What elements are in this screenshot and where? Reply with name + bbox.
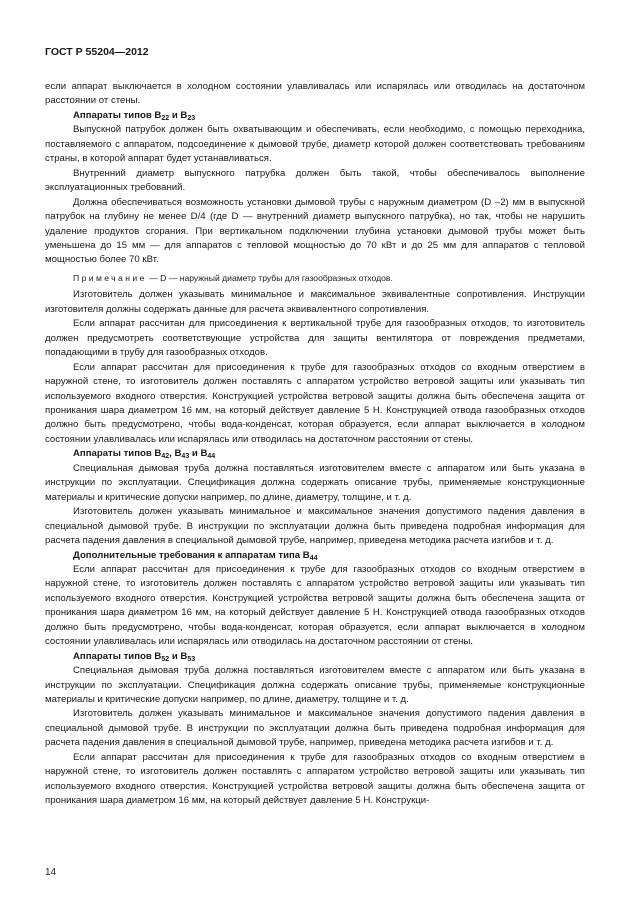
paragraph: Если аппарат рассчитан для присоединения к трубе для газообразных отходов со входным отверстием в наружной стене, то изготовитель должен поставлять с аппаратом устройство ветровой защиты или указывать тип используемого входного отверстия. Конструкцией устройства ветровой защиты должна быть обеспечена защита от проникания шара диаметром 16 мм, на который действует давление 5 Н. Конструкци- <box>45 751 585 807</box>
paragraph: Изготовитель должен указывать минимальное и максимальное значения допустимого падения давления в специальной дымовой трубе. В инструкции по эксплуатации должна быть приведена подробная информация для расчета падения давления в специальной дымовой трубе, например, приведена методика расчета изгибов и т. д. <box>45 708 585 749</box>
section-heading: Дополнительные требования к аппаратам типа $В_{44}$ <box>73 549 318 562</box>
paragraph: Если аппарат рассчитан для присоединения к трубе для газообразных отходов со входным отверстием в наружной стене, то изготовитель должен поставлять с аппаратом устройство ветровой защиты или указывать тип используемого входного отверстия. Конструкцией устройства ветровой защиты должна быть обеспечена защита от проникания шара диаметром 16 мм, на который действует давление 5 Н. Конструкцией отвода газообразных отходов должно быть предусмотрено, чтобы вода-конденсат, которая образуется, если аппарат выключается в холодном состоянии улавливалась или испарялась или отводилась на достаточном расстоянии от стены. <box>45 563 585 648</box>
section-heading: Аппараты типов $В_{42}$, $В_{43}$ и $В_{44}$ <box>73 448 216 461</box>
note-label: Примечание <box>73 272 147 283</box>
paragraph: Должна обеспечиваться возможность установки дымовой трубы с наружным диаметром (D –2) мм в выпускной патрубок на глубину не менее D/4 (где D — внутренний диаметр выпускного патрубка), но так, чтобы не нарушить удаление продуктов сгорания. При вертикальном подключении глубина установки дымовой трубы может быть уменьшена до 15 мм — для аппаратов с тепловой мощностью до 70 кВт и до 25 мм для аппаратов с тепловой мощностью более 70 кВт. <box>45 196 585 266</box>
page-number: 14 <box>45 867 57 878</box>
paragraph: Внутренний диаметр выпускного патрубка должен быть такой, чтобы обеспечивалось выполнение эксплуатационных требований. <box>45 167 585 194</box>
section-heading: Аппараты типов $В_{22}$ и $В_{23}$ <box>73 109 196 122</box>
paragraph: Выпускной патрубок должен быть охватывающим и обеспечивать, если необходимо, с помощью переходника, поставляемого с аппаратом, подсоединение к дымовой трубе, диаметр которой должен соответствовать требованиям страны, в которой аппарат будет устанавливаться. <box>45 124 585 165</box>
paragraph: Специальная дымовая труба должна поставляться изготовителем вместе с аппаратом или быть указана в инструкции по эксплуатации. Спецификация должна содержать описание трубы, применяемые конструкционные материалы и критические допуски например, по длине, диаметру, толщине и т. д. <box>45 665 585 706</box>
paragraph: Если аппарат рассчитан для присоединения к вертикальной трубе для газообразных отходов, то изготовитель должен предусмотреть соответствующие устройства для защиты вентилятора от повреждения предметами, попадающими в трубу для газообразных отходов. <box>45 318 585 359</box>
paragraph: если аппарат выключается в холодном состоянии улавливалась или испарялась или отводилась на достаточном расстоянии от стены. <box>45 81 585 107</box>
section-heading: Аппараты типов $В_{52}$ и $В_{53}$ <box>73 650 196 663</box>
document-header: ГОСТ Р 55204—2012 <box>45 46 149 58</box>
paragraph: Если аппарат рассчитан для присоединения к трубе для газообразных отходов со входным отверстием в наружной стене, то изготовитель должен поставлять с аппаратом устройство ветровой защиты или указывать тип используемого входного отверстия. Конструкцией устройства ветровой защиты должна быть обеспечена защита от проникания шара диаметром 16 мм, на который действует давление 5 Н. Конструкцией отвода газообразных отходов должно быть предусмотрено, чтобы вода-конденсат, которая образуется, если аппарат выключается в холодном состоянии улавливалась или испарялась или отводилась на достаточном расстоянии от стены. <box>45 361 585 445</box>
paragraph: Специальная дымовая труба должна поставляться изготовителем вместе с аппаратом или быть указана в инструкции по эксплуатации. Спецификация должна содержать описание трубы, применяемые конструкционные материалы и критические допуски например, по длине, диаметру, толщине, и т. д. <box>45 462 585 503</box>
document-body <box>45 80 585 809</box>
paragraph: Изготовитель должен указывать минимальное и максимальное эквивалентные сопротивления. Инструкции изготовителя должны содержать данные для расчета эквивалентного сопротивления. <box>45 289 585 315</box>
note: Примечание — D — наружный диаметр трубы для газообразных отходов. <box>73 272 393 283</box>
paragraph: Изготовитель должен указывать минимальное и максимальное значения допустимого падения давления в специальной дымовой трубе. В инструкции по эксплуатации должна быть приведена подробная информация для расчета падения давления в специальной дымовой трубе, например, приведена методика расчета изгибов и т. д. <box>45 506 585 547</box>
